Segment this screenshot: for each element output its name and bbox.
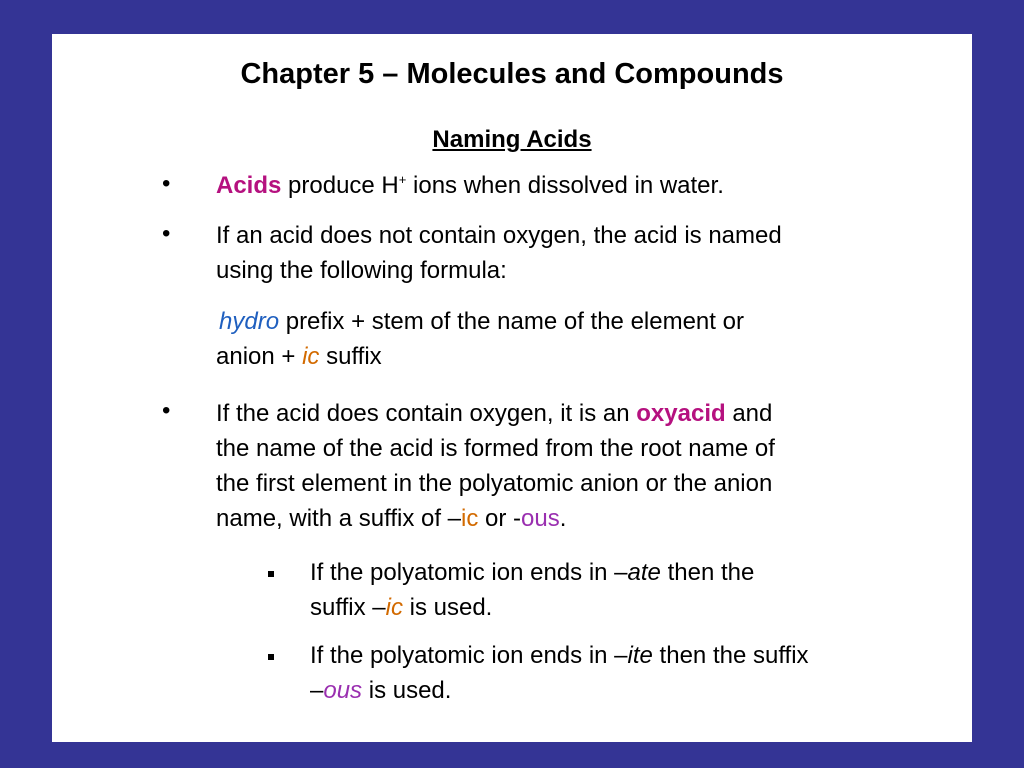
bullet-text: ions when dissolved in water.	[406, 172, 724, 199]
bullet-marker: •	[162, 397, 171, 424]
bullet-line: the first element in the polyatomic anion or the anion	[216, 470, 773, 497]
bullet-line	[310, 673, 809, 708]
ate-ending: ate	[627, 559, 661, 586]
bullet-oxyacid	[216, 396, 775, 536]
formula-text: prefix + stem of the name of the element or	[279, 308, 744, 335]
bullet-text: suffix –	[310, 594, 386, 621]
bullet-marker: •	[162, 220, 171, 247]
hydro-prefix: hydro	[219, 308, 280, 335]
bullet-acids	[216, 168, 724, 203]
slide-subtitle: Naming Acids	[432, 126, 592, 153]
bullet-text: name, with a suffix of –	[216, 505, 462, 532]
formula-text: anion +	[216, 343, 303, 370]
bullet-line	[216, 396, 775, 431]
bullet-text: and	[725, 400, 773, 427]
bullet-text: then the	[660, 559, 755, 586]
bullet-no-oxygen	[216, 218, 782, 288]
bullet-line	[310, 555, 754, 590]
bullet-text: .	[559, 505, 567, 532]
bullet-marker: •	[162, 170, 171, 197]
square-bullet-icon	[268, 654, 274, 660]
slide-title: Chapter 5 – Molecules and Compounds	[240, 58, 784, 90]
formula-text: suffix	[319, 343, 382, 370]
square-bullet-icon	[268, 571, 274, 577]
sub-bullet-ite	[310, 638, 809, 708]
bullet-text: If the acid does contain oxygen, it is an	[216, 400, 637, 427]
ic-suffix: ic	[461, 505, 479, 532]
bullet-text: is used.	[402, 594, 493, 621]
bullet-text: produce H	[281, 172, 399, 199]
formula-line	[216, 339, 744, 374]
ous-suffix: ous	[323, 677, 363, 704]
formula-line	[216, 304, 744, 339]
ous-suffix: ous	[521, 505, 560, 532]
bullet-text: If the polyatomic ion ends in –	[310, 642, 628, 669]
bullet-line	[310, 638, 809, 673]
ic-suffix: ic	[385, 594, 403, 621]
acids-term: Acids	[216, 172, 282, 199]
sub-bullet-ate	[310, 555, 754, 625]
bullet-text: then the suffix	[652, 642, 809, 669]
ite-ending: ite	[627, 642, 653, 669]
bullet-text: If the polyatomic ion ends in –	[310, 559, 628, 586]
bullet-line: the name of the acid is formed from the root name of	[216, 435, 775, 462]
slide-content	[52, 34, 972, 742]
bullet-line: If an acid does not contain oxygen, the acid is named	[216, 222, 782, 249]
bullet-text: –	[310, 677, 324, 704]
ic-suffix: ic	[302, 343, 320, 370]
bullet-line	[310, 590, 754, 625]
naming-formula	[216, 304, 744, 374]
bullet-line	[216, 501, 775, 536]
oxyacid-term: oxyacid	[636, 400, 726, 427]
bullet-text: is used.	[362, 677, 452, 704]
h-plus-superscript: +	[398, 172, 407, 187]
bullet-text: or -	[478, 505, 522, 532]
bullet-line: using the following formula:	[216, 257, 507, 284]
